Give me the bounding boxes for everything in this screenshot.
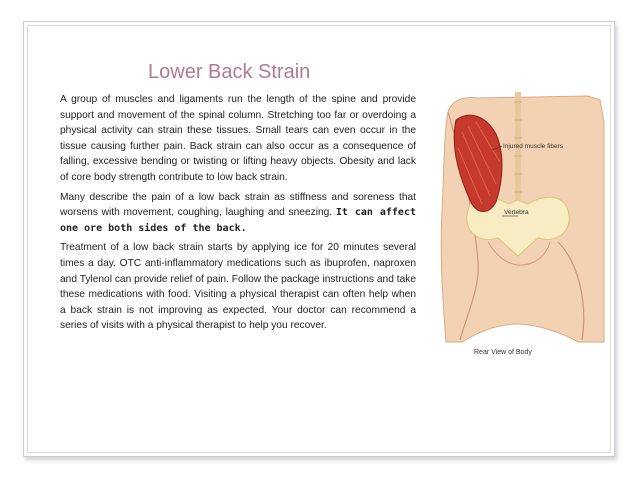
page-title: Lower Back Strain xyxy=(148,61,311,83)
symptoms-text: Many describe the pain of a low back strain as stiffness and soreness that worsens with movement, coughing, laughing and sneezing. xyxy=(60,191,416,219)
paragraph-symptoms xyxy=(60,190,416,237)
label-vertebra: Vertebra xyxy=(504,209,529,216)
label-injured-muscle: Injured muscle fibers xyxy=(503,143,563,150)
illustration-caption: Rear View of Body xyxy=(474,349,532,356)
symptoms-emphasis: It can affect one ore both sides of the back. xyxy=(60,207,416,234)
back-anatomy-illustration xyxy=(438,92,608,370)
paragraph-treatment: Treatment of a low back strain starts by applying ice for 20 minutes several times a day. OTC anti-inflammatory medications such as ibuprofen, naproxen and Tylenol can provide relief of pain. Follow the package instructions and take these medications with food. Visiting a physical therapist can often help when a back strain is not improving as expected. Your doctor can recommend a series of visits with a physical therapist to help you recover. xyxy=(60,242,416,332)
paragraph-causes: A group of muscles and ligaments run the length of the spine and provide support and movement of the spinal column. Stretching too far or overdoing a physical activity can strain these tissues. Small tears can even occur in the tissue causing further pain. Back strain can also occur as a consequence of falling, excessive bending or twisting or lifting heavy objects. Obesity and lack of core body strength contribute to low back strain. xyxy=(60,94,416,183)
body-text xyxy=(60,92,416,338)
